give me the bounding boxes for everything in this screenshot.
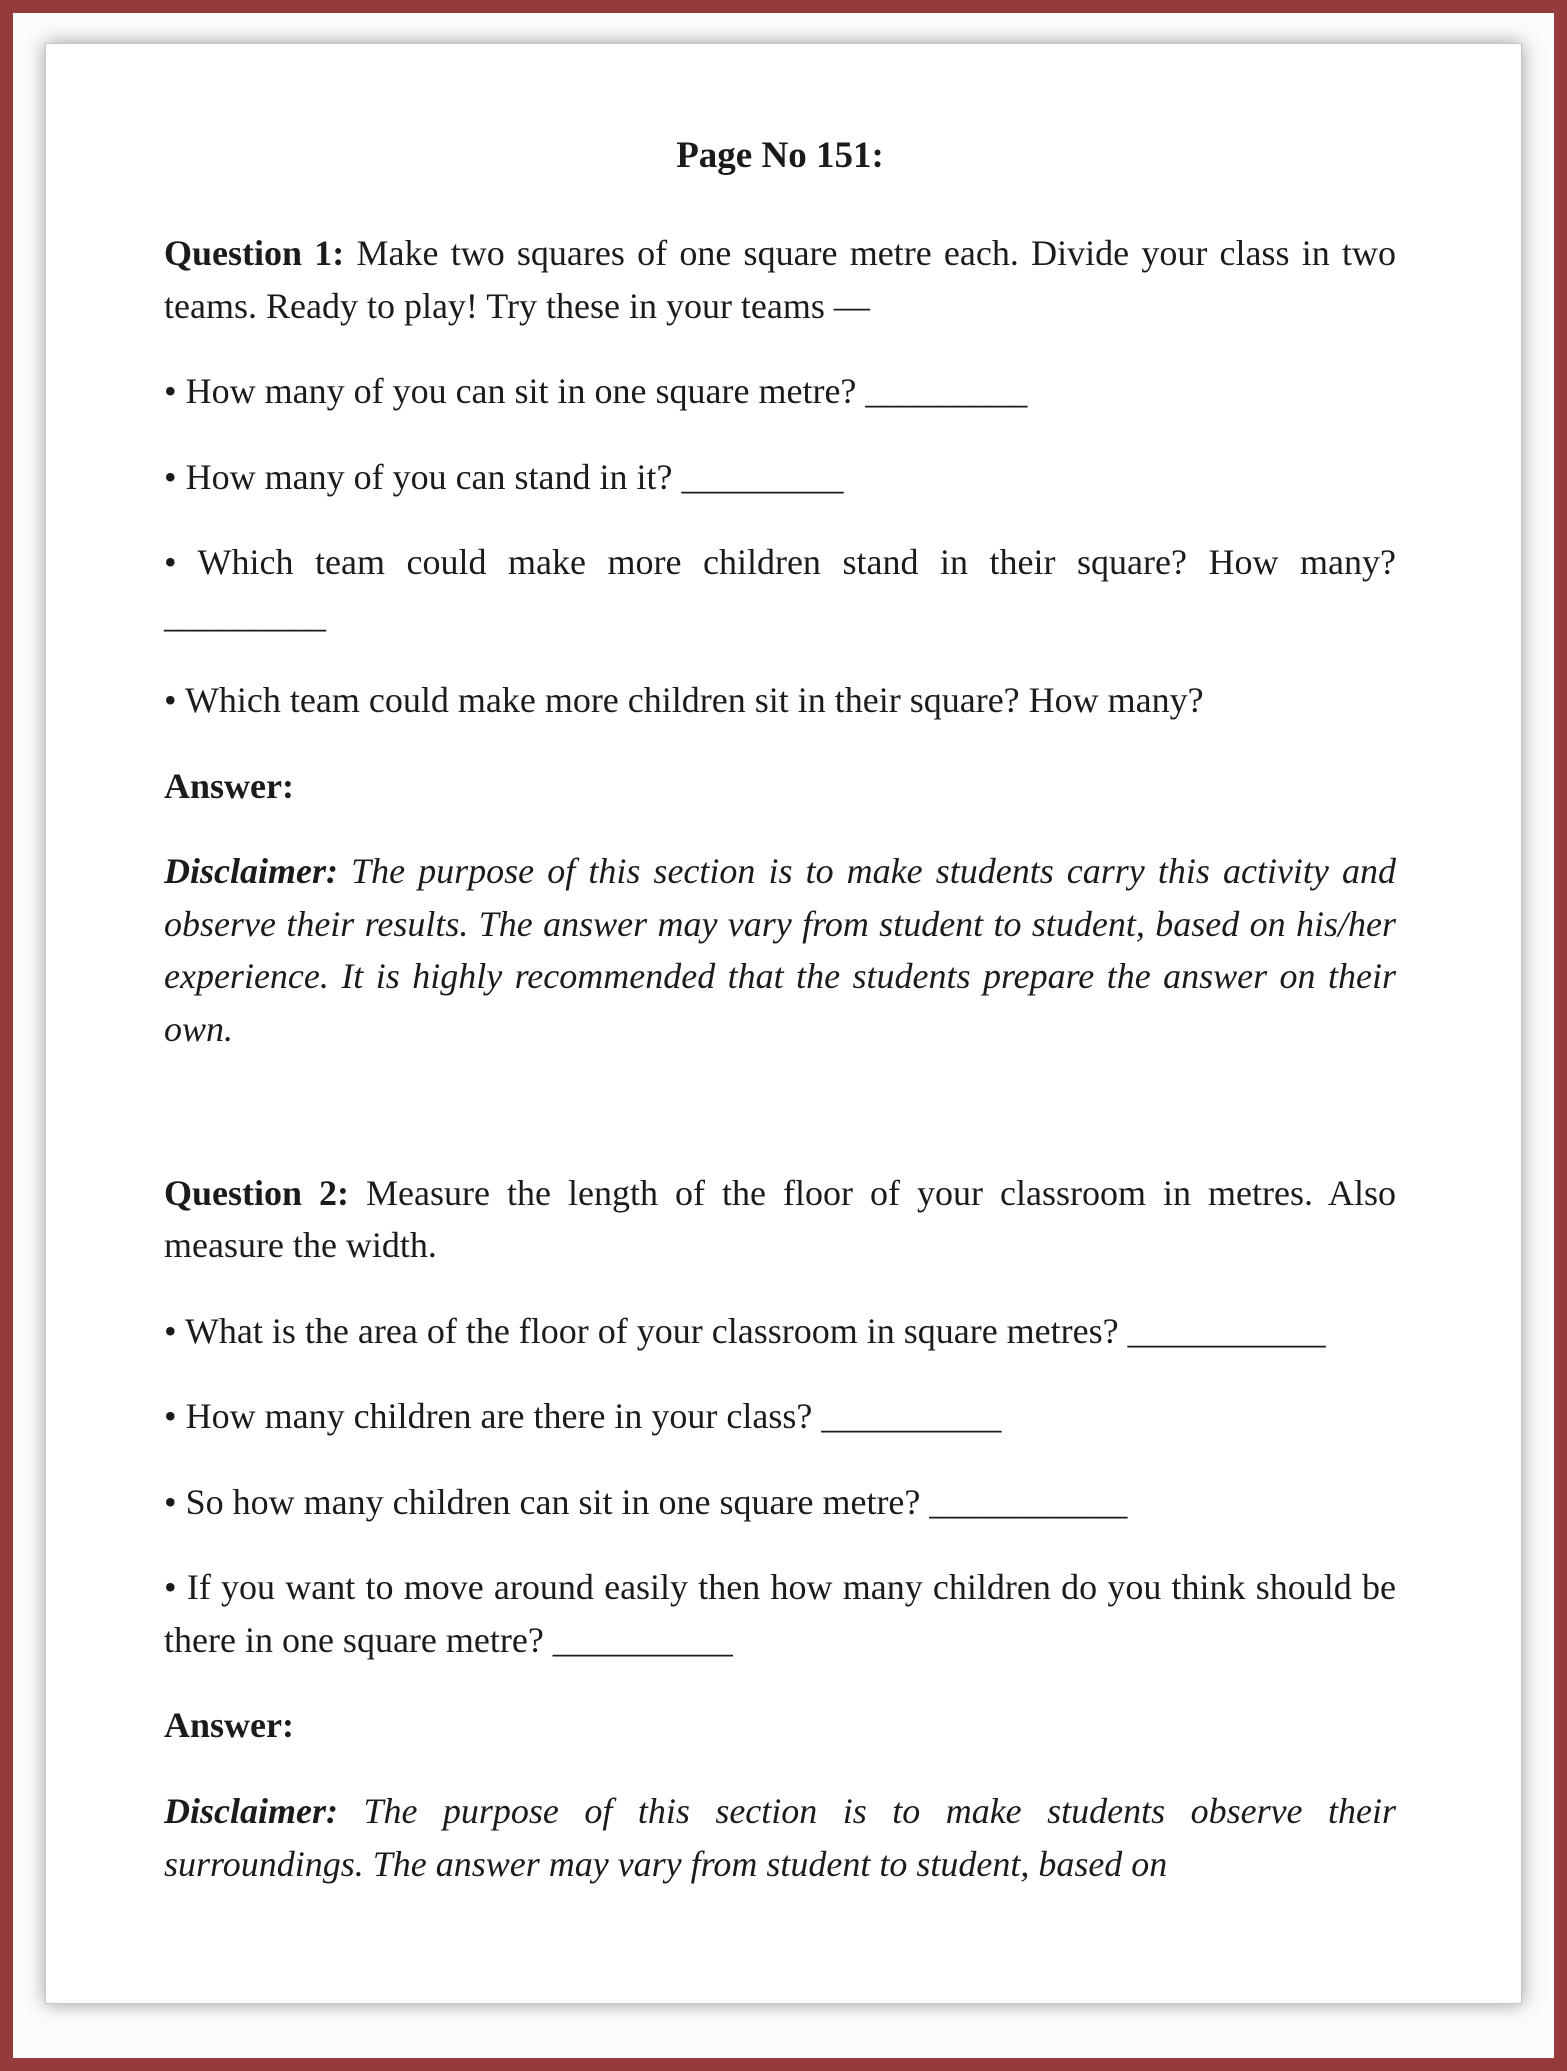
question-1-text — [164, 227, 1396, 332]
page-title: Page No 151: — [676, 135, 884, 176]
q2-disclaimer-text: The purpose of this section is to make students observe their surroundings. The answer may vary from student to student, based on — [164, 1790, 1396, 1884]
q2-bullet-4: • If you want to move around easily then how many children do you think should be there in one square metre? __________ — [164, 1567, 1396, 1660]
q1-disclaimer-text: The purpose of this section is to make students carry this activity and observe their results. The answer may vary from student to student, based on his/her experience. It is highly recommended that the students prepare the answer on their own. — [164, 851, 1396, 1050]
q1-answer-label: Answer: — [164, 765, 294, 806]
q2-disclaimer — [164, 1785, 1396, 1890]
question-1-label: Question 1: — [164, 233, 345, 274]
q1-disclaimer — [164, 845, 1396, 1055]
q1-disclaimer-label: Disclaimer: — [164, 851, 338, 892]
document-page — [45, 43, 1522, 2004]
q2-disclaimer-label: Disclaimer: — [164, 1790, 338, 1831]
question-2-body: Measure the length of the floor of your classroom in metres. Also measure the width. — [164, 1172, 1396, 1266]
question-1-body: Make two squares of one square metre each. Divide your class in two teams. Ready to play! Try these in your teams — — [164, 233, 1396, 326]
q2-answer-label: Answer: — [164, 1705, 294, 1746]
section-divider-space — [164, 1089, 1396, 1167]
q1-bullet-2: • How many of you can stand in it? _________ — [164, 456, 844, 497]
q1-bullet-4: • Which team could make more children sit in their square? How many? — [164, 680, 1204, 721]
q2-bullet-3: • So how many children can sit in one square metre? ___________ — [164, 1481, 1128, 1522]
question-2-text — [164, 1167, 1396, 1272]
q2-bullet-1: • What is the area of the floor of your classroom in square metres? ___________ — [164, 1310, 1326, 1351]
q2-bullet-2: • How many children are there in your class? __________ — [164, 1396, 1002, 1437]
question-2-label: Question 2: — [164, 1172, 350, 1213]
q1-bullet-1: • How many of you can sit in one square metre? _________ — [164, 371, 1028, 412]
q1-bullet-3: • Which team could make more children stand in their square? How many? _________ — [164, 542, 1396, 635]
